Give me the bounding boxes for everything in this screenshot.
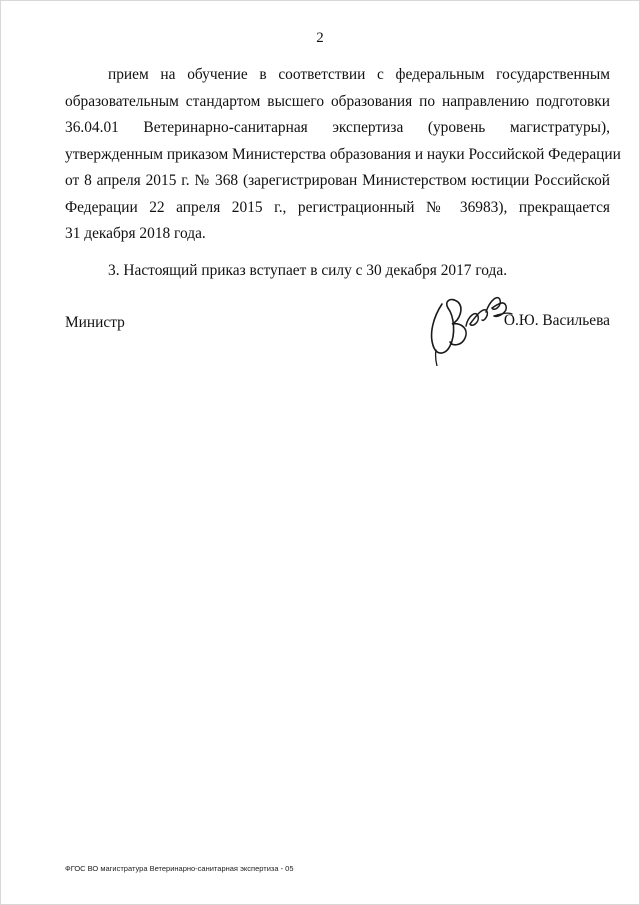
paragraph-line: 36.04.01 Ветеринарно-санитарная экспертиза (уровень магистратуры),: [65, 119, 610, 136]
page-number: 2: [316, 30, 324, 46]
paragraph-line: Федерации 22 апреля 2015 г., регистрационный № 36983), прекращается: [65, 198, 610, 216]
paragraph-line: прием на обучение в соответствии с федеральным государственным: [108, 66, 610, 83]
paragraph-effective-date: [65, 258, 610, 285]
document-body: [65, 62, 621, 284]
footer-note: ФГОС ВО магистратура Ветеринарно-санитарная экспертиза - 05: [65, 864, 294, 873]
signature-block: [65, 314, 610, 344]
paragraph-line: от 8 апреля 2015 г. № 368 (зарегистрирован Министерством юстиции Российской: [65, 172, 610, 189]
paragraph-line: 31 декабря 2018 года.: [65, 225, 206, 242]
paragraph-line: утвержденным приказом Министерства образования и науки Российской Федерации: [65, 145, 621, 163]
signatory-title: Министр: [65, 314, 125, 331]
paragraph-termination: [65, 62, 621, 248]
paragraph-line: образовательным стандартом высшего образования по направлению подготовки: [65, 92, 610, 110]
paragraph-line: 3. Настоящий приказ вступает в силу с 30 декабря 2017 года.: [108, 261, 508, 279]
signatory-name: О.Ю. Васильева: [503, 312, 610, 329]
handwritten-signature-icon: [420, 286, 515, 366]
